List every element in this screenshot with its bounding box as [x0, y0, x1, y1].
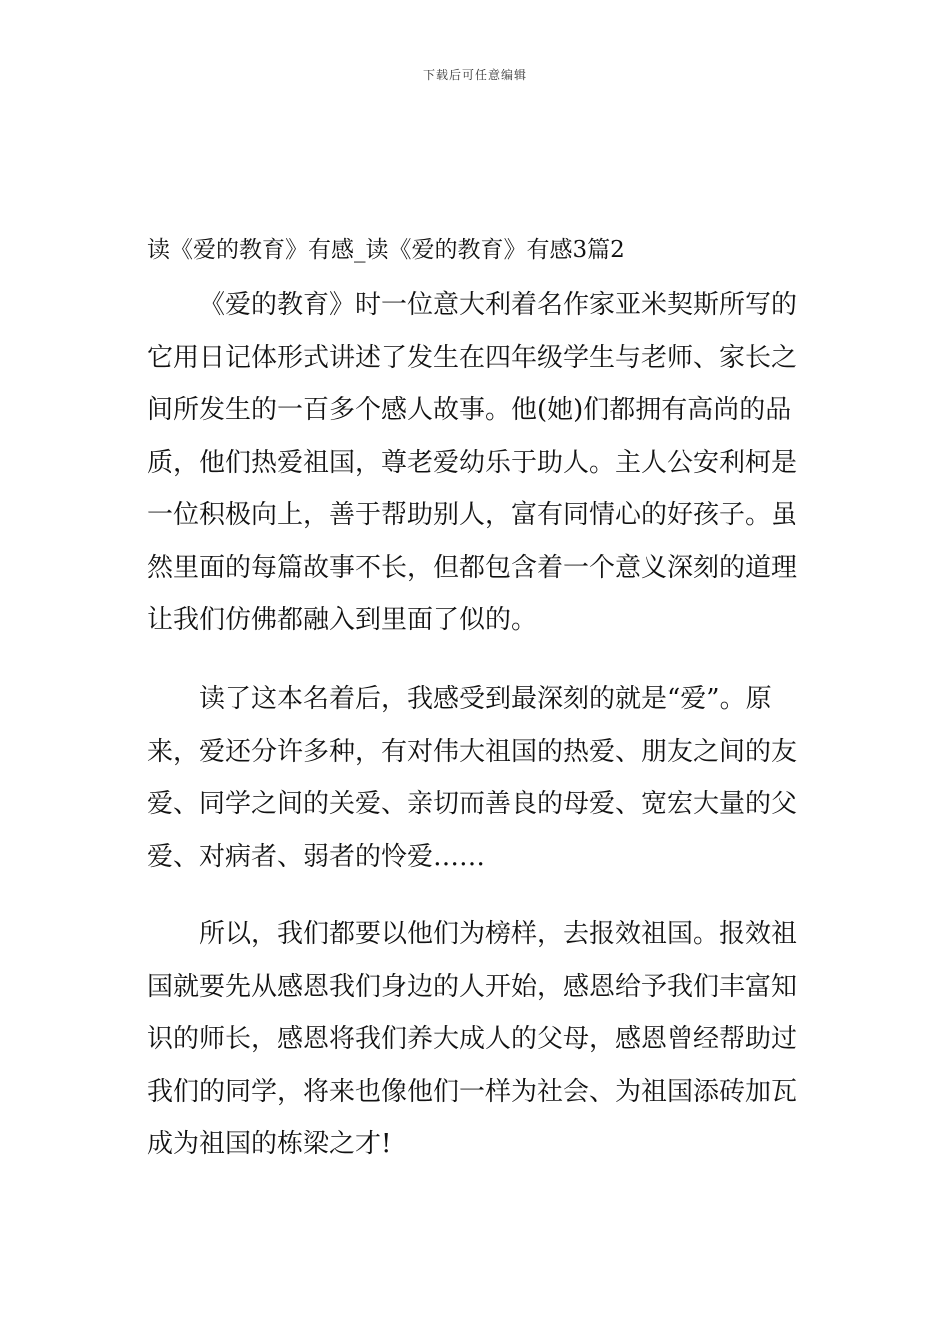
paragraph-line: 爱、同学之间的关爱、亲切而善良的母爱、宽宏大量的父 [147, 789, 798, 819]
paragraph-1 [147, 279, 807, 647]
paragraph-line: 让我们仿佛都融入到里面了似的。 [147, 605, 538, 635]
paragraph-line: 国就要先从感恩我们身边的人开始，感恩给予我们丰富知 [147, 971, 798, 1002]
paragraph-line: 然里面的每篇故事不长，但都包含着一个意义深刻的道理 [147, 552, 798, 583]
paragraph-line: 爱、对病者、弱者的怜爱…… [147, 841, 486, 872]
paragraph-line: 我们的同学，将来也像他们一样为社会、为祖国添砖加瓦 [147, 1076, 798, 1107]
paragraph-3 [147, 908, 807, 1171]
paragraph-line: 来，爱还分许多种，有对伟大祖国的热爱、朋友之间的友 [147, 736, 798, 767]
paragraph-line: 间所发生的一百多个感人故事。他(她)们都拥有高尚的品 [147, 395, 792, 425]
paragraph-line: 它用日记体形式讲述了发生在四年级学生与老师、家长之 [147, 342, 798, 373]
paragraph-line: 《爱的教育》时一位意大利着名作家亚米契斯所写的 [199, 290, 798, 320]
paragraph-line: 质，他们热爱祖国，尊老爱幼乐于助人。主人公安利柯是 [147, 447, 798, 478]
paragraph-2 [147, 673, 807, 883]
document-title: 读《爱的教育》有感_读《爱的教育》有感3篇2 [147, 237, 625, 263]
paragraph-line: 一位积极向上，善于帮助别人，富有同情心的好孩子。虽 [147, 500, 798, 530]
paragraph-line: 所以，我们都要以他们为榜样，去报效祖国。报效祖 [199, 919, 798, 949]
paragraph-line: 成为祖国的栋梁之才! [147, 1129, 392, 1159]
paragraph-line: 读了这本名着后，我感受到最深刻的就是“爱”。原 [199, 684, 772, 714]
paragraph-line: 识的师长，感恩将我们养大成人的父母，感恩曾经帮助过 [147, 1024, 798, 1054]
page-header-note: 下载后可任意编辑 [422, 68, 527, 82]
